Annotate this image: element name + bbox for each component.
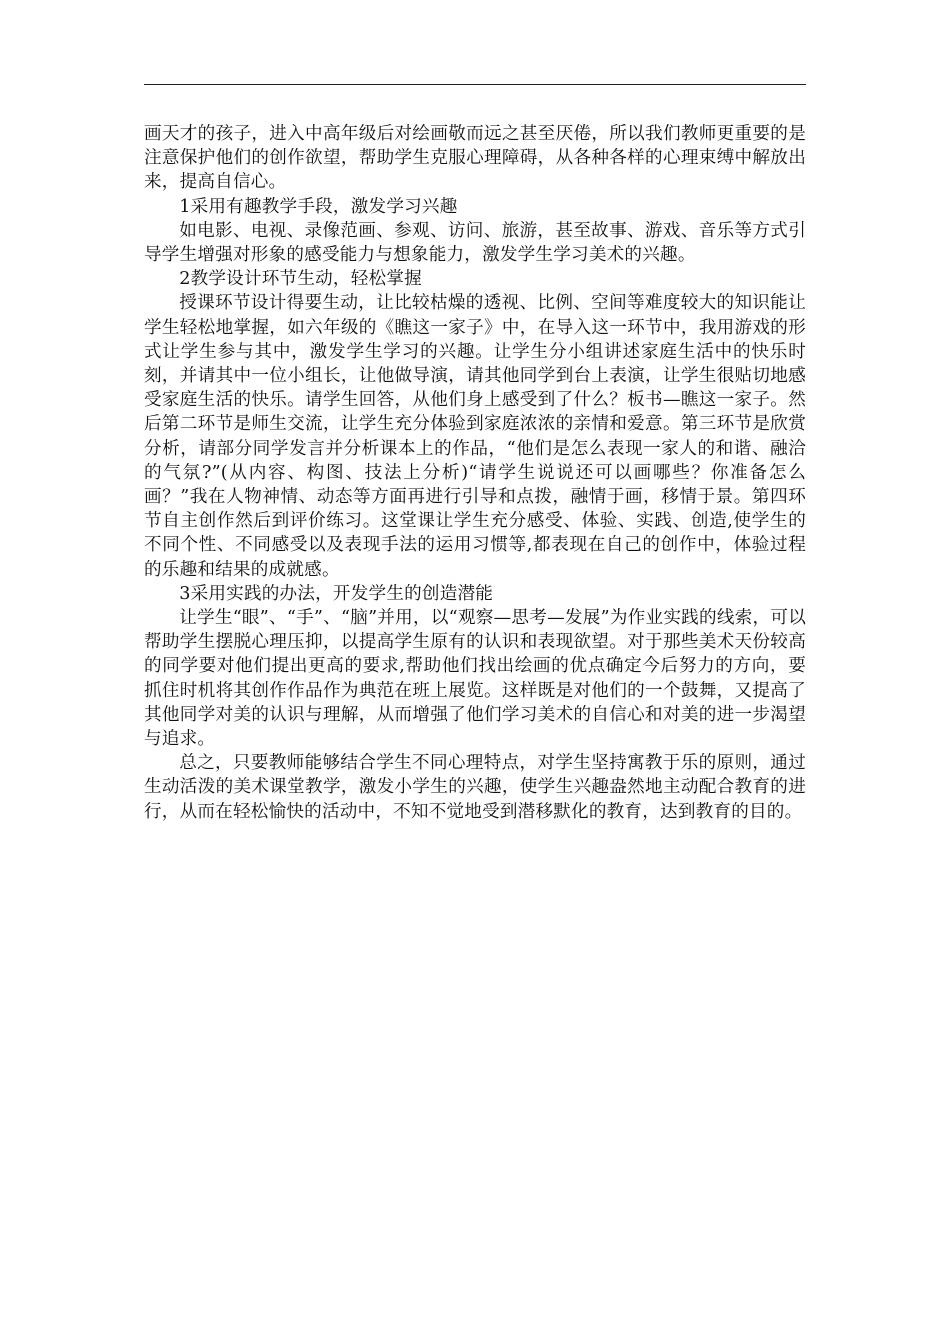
- paragraph-conclusion: 总之，只要教师能够结合学生不同心理特点，对学生坚持寓教于乐的原则，通过生动活泼的美术课堂教学，激发小学生的兴趣，使学生兴趣盎然地主动配合教育的进行，从而在轻松愉快的活动中，不知不觉地受到潜移默化的教育，达到教育的目的。: [144, 753, 806, 822]
- paragraph-section-3: 让学生“眼”、“手”、“脑”并用，以“观察—思考—发展”为作业实践的线索，可以帮助学生摆脱心理压抑，以提高学生原有的认识和表现欲望。对于那些美术天份较高的同学要对他们提出更高的要求,帮助他们找出绘画的优点确定今后努力的方向，要抓住时机将其创作作品作为典范在班上展览。这样既是对他们的一个鼓舞，又提高了其他同学对美的认识与理解，从而增强了他们学习美术的自信心和对美的进一步渴望与追求。: [144, 608, 806, 750]
- section-heading-1: 1采用有趣教学手段，激发学习兴趣: [179, 196, 458, 217]
- section-heading-3: 3采用实践的办法，开发学生的创造潜能: [179, 583, 494, 604]
- header-rule: [144, 84, 806, 85]
- paragraph-intro-continued: 画天才的孩子，进入中高年级后对绘画敬而远之甚至厌倦，所以我们教师更重要的是注意保护他们的创作欲望，帮助学生克服心理障碍，从各种各样的心理束缚中解放出来，提高自信心。: [144, 124, 806, 193]
- document-body: [144, 122, 806, 824]
- section-heading-2: 2教学设计环节生动，轻松掌握: [179, 269, 422, 290]
- paragraph-section-1: 如电影、电视、录像范画、参观、访问、旅游，甚至故事、游戏、音乐等方式引导学生增强对形象的感受能力与想象能力，激发学生学习美术的兴趣。: [144, 220, 806, 266]
- paragraph-section-2: 授课环节设计得要生动，让比较枯燥的透视、比例、空间等难度较大的知识能让学生轻松地掌握，如六年级的《瞧这一家子》中，在导入这一环节中，我用游戏的形式让学生参与其中，激发学生学习的兴趣。让学生分小组讲述家庭生活中的快乐时刻，并请其中一位小组长，让他做导演，请其他同学到台上表演，让学生很贴切地感受家庭生活的快乐。请学生回答，从他们身上感受到了什么？板书—瞧这一家子。然后第二环节是师生交流，让学生充分体验到家庭浓浓的亲情和爱意。第三环节是欣赏分析，请部分同学发言并分析课本上的作品，“他们是怎么表现一家人的和谐、融洽的气氛?”(从内容、构图、技法上分析)“请学生说说还可以画哪些？你准备怎么画？”我在人物神情、动态等方面再进行引导和点拨，融情于画，移情于景。第四环节自主创作然后到评价练习。这堂课让学生充分感受、体验、实践、创造,使学生的不同个性、不同感受以及表现手法的运用习惯等,都表现在自己的创作中，体验过程的乐趣和结果的成就感。: [144, 293, 806, 580]
